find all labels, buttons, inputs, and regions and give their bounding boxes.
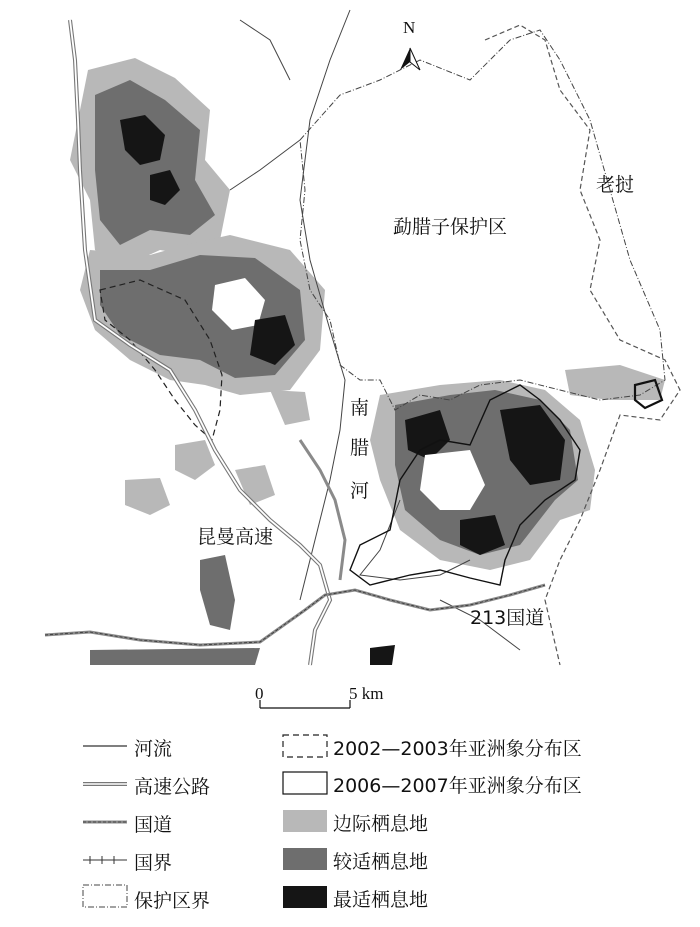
legend-solid-box-label: 2006—2007年亚洲象分布区 bbox=[333, 775, 582, 797]
legend-expressway-label: 高速公路 bbox=[134, 776, 211, 798]
legend-optimal-label: 最适栖息地 bbox=[333, 889, 429, 911]
laos-label: 老挝 bbox=[596, 174, 635, 196]
legend-suitable-symbol bbox=[283, 848, 327, 870]
river-label-char: 南 bbox=[350, 397, 370, 419]
north-label: N bbox=[403, 18, 416, 37]
river-label-char: 腊 bbox=[350, 437, 370, 459]
scale-start-label: 0 bbox=[255, 684, 264, 703]
legend-national-road-label: 国道 bbox=[134, 814, 173, 836]
habitat-optimal-area bbox=[370, 645, 395, 665]
legend-marginal-label: 边际栖息地 bbox=[333, 813, 429, 835]
legend-reserve-label: 保护区界 bbox=[134, 890, 211, 912]
legend-marginal-symbol bbox=[283, 810, 327, 832]
legend-dashed-box-label: 2002—2003年亚洲象分布区 bbox=[333, 738, 582, 760]
legend-border-label: 国界 bbox=[134, 852, 173, 874]
national-road-label: 213国道 bbox=[470, 607, 545, 629]
legend-optimal-symbol bbox=[283, 886, 327, 908]
legend-river-label: 河流 bbox=[134, 738, 173, 760]
habitat-suitable-area bbox=[90, 648, 260, 665]
river-label-char: 河 bbox=[350, 480, 370, 502]
expressway-label: 昆曼高速 bbox=[197, 526, 274, 548]
scale-end-label: 5 km bbox=[349, 684, 384, 703]
reserve-label: 勐腊子保护区 bbox=[393, 216, 508, 238]
legend-suitable-label: 较适栖息地 bbox=[333, 851, 429, 873]
